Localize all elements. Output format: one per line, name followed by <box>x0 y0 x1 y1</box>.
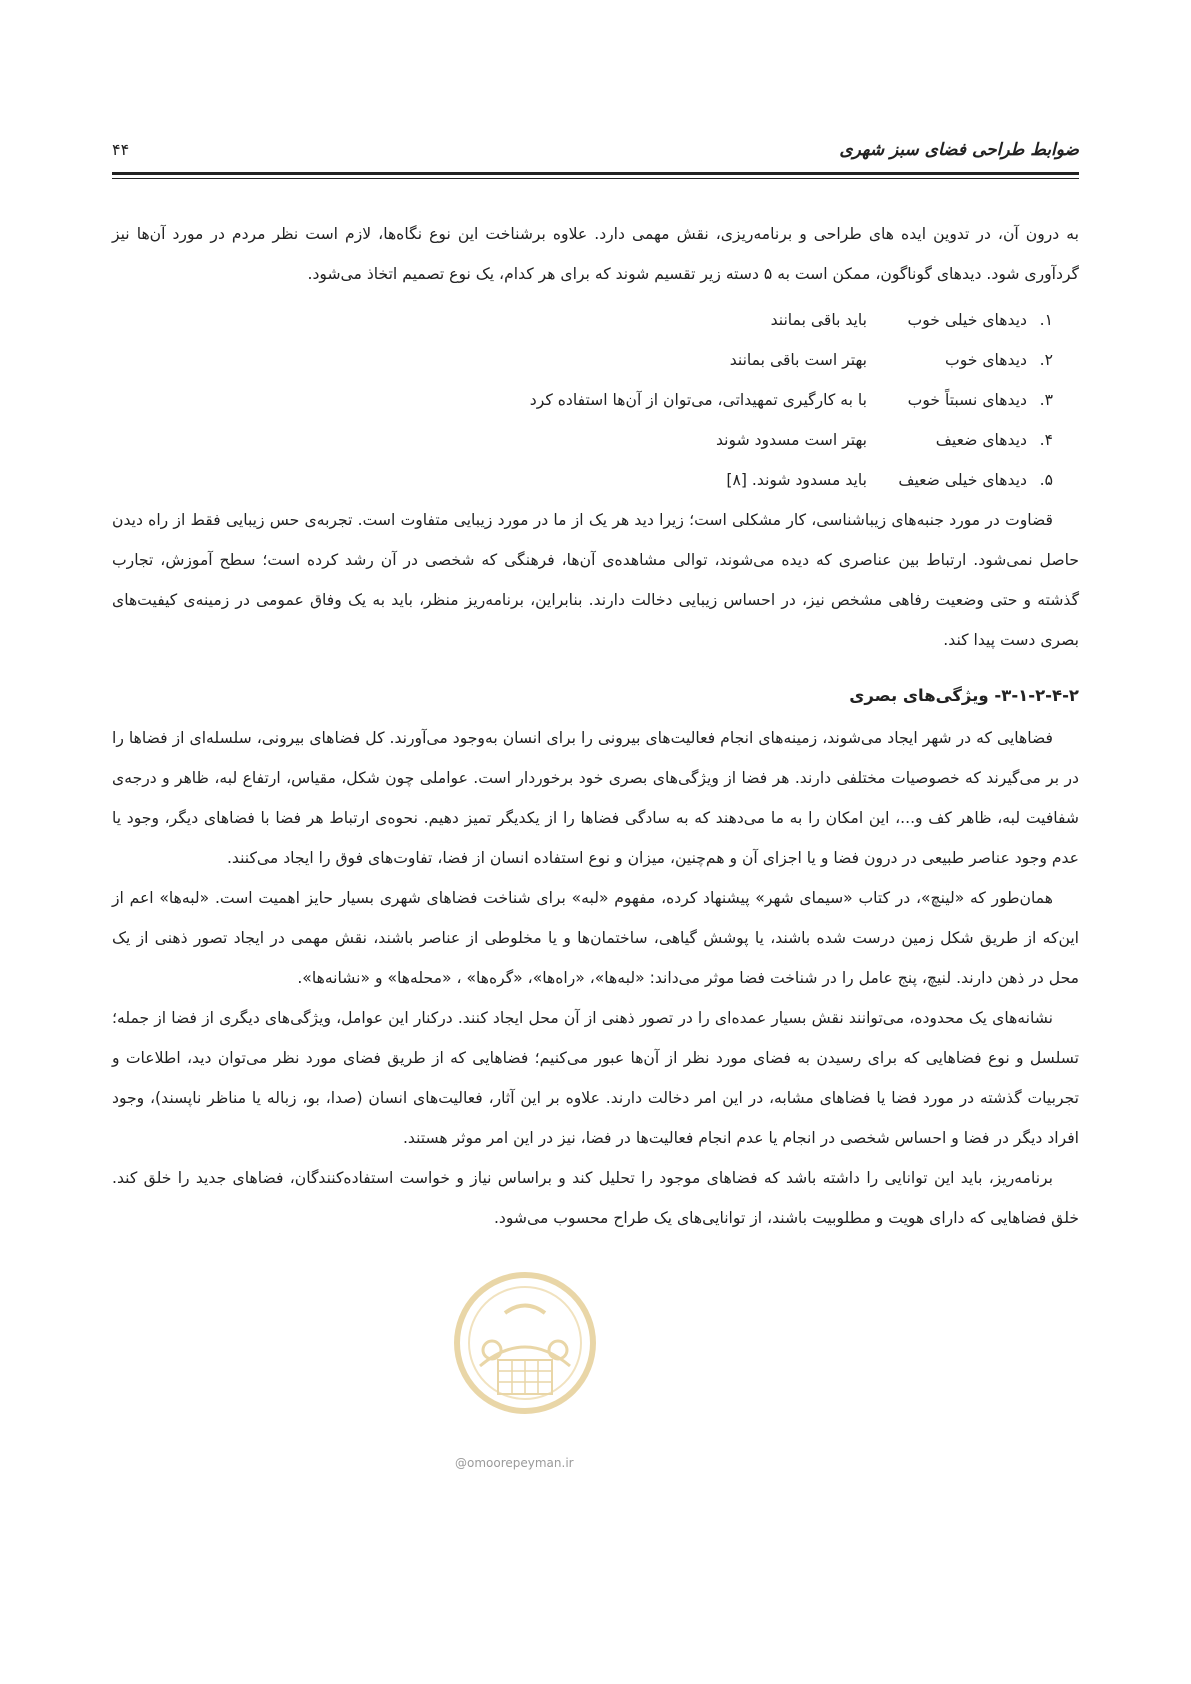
running-title: ضوابط طراحی فضای سبز شهری <box>839 140 1079 160</box>
body-paragraph: برنامه‌ریز، باید این توانایی را داشته باشد که فضاهای موجود را تحلیل کند و براساس نیاز و خواست استفاده‌کنندگان، فضاهای جدید را خلق کند. خلق فضاهایی که دارای هویت و مطلوبیت باشند، از توانایی‌های یک طراح محسوب می‌شود. <box>112 1169 1079 1227</box>
list-item-term: دیدهای نسبتاً خوب <box>907 391 1027 409</box>
body-paragraph: فضاهایی که در شهر ایجاد می‌شوند، زمینه‌های انجام فعالیت‌های بیرونی را برای انسان به‌وجود می‌آورند. کل فضاهای بیرونی، سلسله‌ای از فضاها را در بر می‌گیرند که خصوصیات مختلفی دارند. هر فضا از ویژگی‌های بصری خود برخوردار است. عواملی چون شکل، مقیاس، ارتفاع لبه، ظاهر و درجه‌ی شفافیت لبه، ظاهر کف و...، این امکان را به ما می‌دهند که به سادگی فضاها را از یکدیگر تمیز دهیم. نحوه‌ی ارتباط هر فضا با فضاهای دیگر، وجود یا عدم وجود عناصر طبیعی در درون فضا و یا اجزای آن و هم‌چنین، میزان و نوع استفاده انسان از فضا، تفاوت‌های فوق را ایجاد می‌کنند. <box>112 729 1079 867</box>
aesthetics-paragraph: قضاوت در مورد جنبه‌های زیباشناسی، کار مشکلی است؛ زیرا دید هر یک از ما در مورد زیبایی متفاوت است. تجربه‌ی حس زیبایی فقط از راه دیدن حاصل نمی‌شود. ارتباط بین عناصری که دیده می‌شوند، توالی مشاهده‌ی آن‌ها، فرهنگی که شخصی در آن رشد کرده است؛ سطح آموزش، تجارب گذشته و حتی وضعیت رفاهی مشخص نیز، در احساس زیبایی دخالت دارند. بنابراین، برنامه‌ریز منظر، باید به یک وفاق عمومی در زمینه‌ی کیفیت‌های بصری دست پیدا کند. <box>112 511 1079 649</box>
header-rule-thin <box>112 178 1079 179</box>
intro-paragraph: به درون آن، در تدوین ایده های طراحی و برنامه‌ریزی، نقش مهمی دارد. علاوه برشناخت این نوع نگاه‌ها، لازم است نظر مردم در مورد آن‌ها نیز گردآوری شود. دیدهای گوناگون، ممکن است به ۵ دسته زیر تقسیم شوند که برای هر کدام، یک نوع تصمیم اتخاذ می‌شود. <box>112 225 1079 283</box>
list-item <box>112 340 1079 380</box>
list-item-term: دیدهای خیلی ضعیف <box>898 471 1027 489</box>
page-number: ۴۴ <box>112 140 130 159</box>
watermark-seal <box>450 1268 600 1418</box>
list-item <box>112 460 1079 500</box>
body-paragraph: همان‌طور که «لینچ»، در کتاب «سیمای شهر» پیشنهاد کرده، مفهوم «لبه» برای شناخت فضاهای شهری بسیار حایز اهمیت است. «لبه‌ها» اعم از این‌که از طریق شکل زمین درست شده باشند، یا پوشش گیاهی، ساختمان‌ها و یا مخلوطی از عناصر باشند، نقش مهمی در ایجاد تصور ذهنی از یک محل در ذهن دارند. لنیچ، پنج عامل را در شناخت فضا موثر می‌داند: «لبه‌ها»، «راه‌ها»، «گره‌ها» ، «محله‌ها» و «نشانه‌ها». <box>112 889 1079 987</box>
list-item-term: دیدهای خیلی خوب <box>907 311 1027 329</box>
list-item-number: ۳. <box>1039 391 1053 409</box>
section-heading: ۳-۱-۲-۴-۲- ویژگی‌های بصری <box>849 686 1079 705</box>
list-item-description: بهتر است مسدود شوند <box>716 431 867 449</box>
watermark-url: @omoorepeyman.ir <box>455 1456 574 1470</box>
body-paragraph: نشانه‌های یک محدوده، می‌توانند نقش بسیار عمده‌ای را در تصور ذهنی از آن محل ایجاد کنند. درکنار این عوامل، ویژگی‌های دیگری از فضا از جمله؛ تسلسل و نوع فضاهایی که برای رسیدن به فضای مورد نظر از آن‌ها عبور می‌کنیم؛ فضاهایی که از طریق فضای مورد نظر می‌توان دید، اطلاعات و تجربیات گذشته در مورد فضا یا فضاهای مشابه، در این امر دخالت دارند. علاوه بر این آثار، فعالیت‌های انسان (صدا، بو، زباله یا مناظر ناپسند)، وجود افراد دیگر در فضا و احساس شخصی در انجام یا عدم انجام فعالیت‌ها در فضا، نیز در این امر موثر هستند. <box>112 1009 1079 1147</box>
list-item-term: دیدهای خوب <box>945 351 1027 369</box>
list-item-description: باید مسدود شوند. [۸] <box>726 471 867 489</box>
list-item-description: باید باقی بمانند <box>770 311 867 329</box>
list-item <box>112 380 1079 420</box>
list-item-number: ۵. <box>1039 471 1053 489</box>
list-item-number: ۲. <box>1039 351 1053 369</box>
list-item-number: ۴. <box>1039 431 1053 449</box>
header-rule-thick <box>112 172 1079 175</box>
page-body <box>112 214 1079 1238</box>
list-item <box>112 300 1079 340</box>
page-header <box>112 140 1079 170</box>
list-item-description: بهتر است باقی بمانند <box>729 351 867 369</box>
list-item-number: ۱. <box>1039 311 1053 329</box>
list-item-description: با به کارگیری تمهیداتی، می‌توان از آن‌ها استفاده کرد <box>529 391 867 409</box>
list-item-term: دیدهای ضعیف <box>935 431 1027 449</box>
list-item <box>112 420 1079 460</box>
view-categories-list <box>112 300 1079 500</box>
